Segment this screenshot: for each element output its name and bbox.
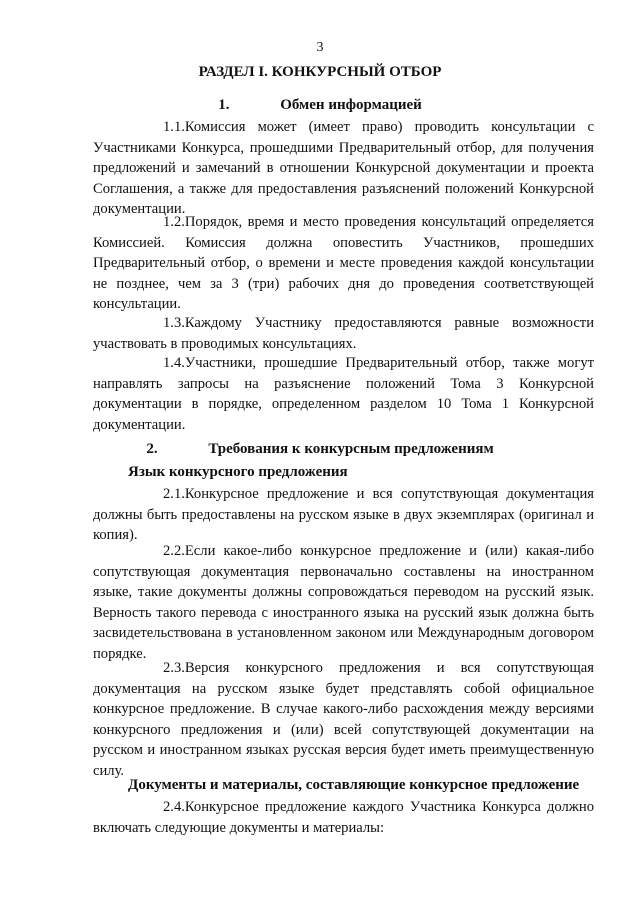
paragraph-text: Каждому Участнику предоставляются равные возможности участвовать в проводимых консультациях. [93,315,594,352]
paragraph-number: 2.1. [163,486,185,502]
paragraph-2-4 [93,797,594,838]
paragraph-number: 1.4. [163,355,185,371]
paragraph-2-1 [93,484,594,546]
subsection-heading-2 [0,439,640,460]
paragraph-text: Версия конкурсного предложения и вся сопутствующая документация на русском языке будет представлять собой официальное конкурсное предложение. В случае какого-либо расхождения между версиями конкурсного предложения и (или) всей сопутствующей документации на русском и иностранном языках русская версия будет иметь преимущественную силу. [93,660,594,779]
paragraph-1-3 [93,313,594,354]
documents-heading: Документы и материалы, составляющие конкурсное предложение [128,777,580,793]
paragraph-number: 1.2. [163,214,185,230]
subsection-heading-1 [0,95,640,116]
paragraph-text: Порядок, время и место проведения консультаций определяется Комиссией. Комиссия должна оповестить Участников, прошедших Предварительный отбор, о времени и месте проведения каждой консультации не позднее, чем за 3 (три) рабочих дня до проведения соответствующей консультации. [93,214,594,313]
paragraph-text: Комиссия может (имеет право) проводить консультации с Участниками Конкурса, прошедшими Предварительный отбор, для получения предложений и замечаний в отношении Конкурсной документации и проекта Соглашения, а также для предоставления разъяснений положений Конкурсной документации. [93,119,594,218]
paragraph-text: Участники, прошедшие Предварительный отбор, также могут направлять запросы на разъяснение положений Тома 3 Конкурсной документации в порядке, определенном разделом 10 Тома 1 Конкурсной документации. [93,355,594,433]
subsection-title: Требования к конкурсным предложениям [208,441,494,457]
subsection-number: 1. [218,97,230,113]
paragraph-2-2 [93,541,594,665]
paragraph-number: 1.1. [163,119,185,135]
subsection-number: 2. [146,441,158,457]
paragraph-number: 2.3. [163,660,185,676]
paragraph-1-1 [93,117,594,220]
paragraph-1-2 [93,212,594,315]
paragraph-text: Если какое-либо конкурсное предложение и (или) какая-либо сопутствующая документация первоначально составлены на иностранном языке, такие документы должны сопровождаться переводом на русский язык. Верность такого перевода с иностранного языка на русский язык должна быть засвидетельствована в установленном законом или Международным договором порядке. [93,543,594,662]
section-title: РАЗДЕЛ I. КОНКУРСНЫЙ ОТБОР [198,64,442,80]
paragraph-number: 2.2. [163,543,185,559]
paragraph-number: 2.4. [163,799,185,815]
paragraph-1-4 [93,353,594,435]
paragraph-text: Конкурсное предложение и вся сопутствующая документация должны быть предоставлены на русском языке в двух экземплярах (оригинал и копия). [93,486,594,544]
paragraph-text: Конкурсное предложение каждого Участника Конкурса должно включать следующие документы и материалы: [93,799,594,836]
paragraph-number: 1.3. [163,315,185,331]
language-heading: Язык конкурсного предложения [128,464,348,480]
subsection-title: Обмен информацией [280,97,422,113]
page-number: 3 [316,40,324,55]
paragraph-2-3 [93,658,594,782]
